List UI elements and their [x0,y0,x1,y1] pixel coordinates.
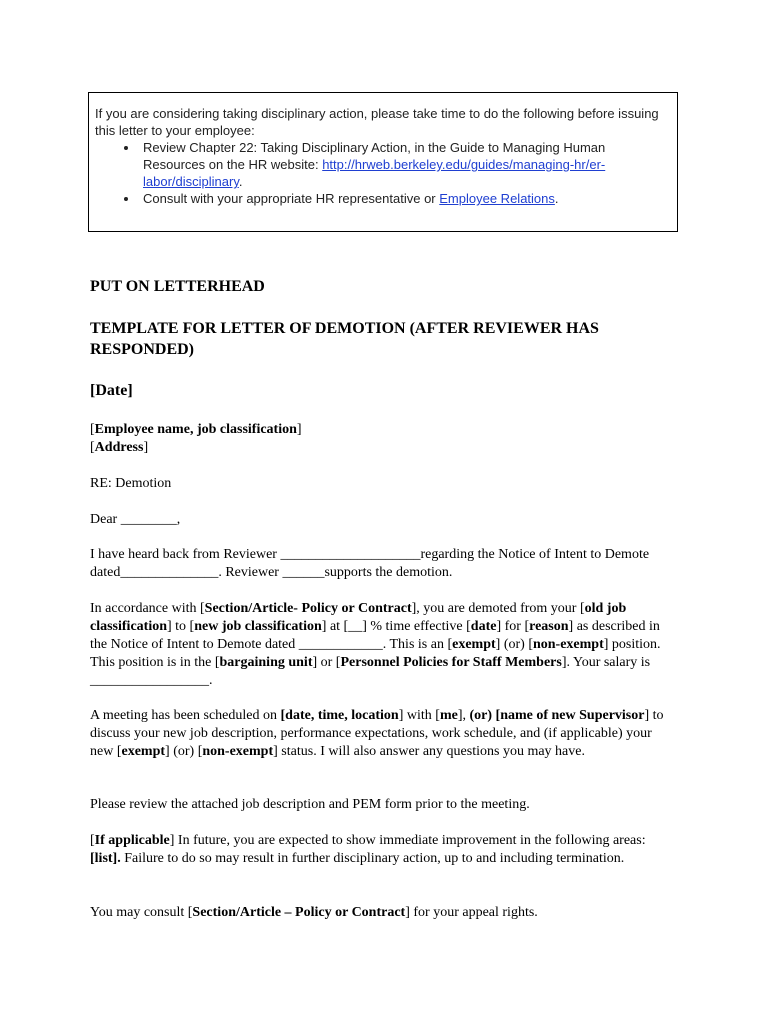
notice-item-review-chapter [139,139,669,190]
if-applicable-placeholder: If applicable [94,833,170,848]
paragraph-meeting [90,707,670,761]
salutation: Dear ________, [90,512,181,527]
new-job-placeholder: new job classification [194,619,322,634]
reason-placeholder: reason [529,619,569,634]
old-job-placeholder: old job classification [90,601,627,634]
text: ] with [ [398,708,440,723]
exempt-placeholder: exempt [452,637,496,652]
template-title: TEMPLATE FOR LETTER OF DEMOTION (AFTER REVIEWER HAS RESPONDED) [90,320,599,358]
notice-list [95,139,669,207]
paragraph-reviewer: I have heard back from Reviewer ____________________regarding the Notice of Intent to Demote dated______________. Reviewer ______supports the demotion. [90,547,650,580]
text: ] status. I will also answer any questions you may have. [273,744,585,759]
recipient-block: [Employee name, job classification] [Address] [90,422,302,455]
address-placeholder: Address [94,440,144,455]
text: ]. Your salary is _________________. [90,655,651,688]
paragraph-appeal-rights [90,904,670,922]
appeal-policy-placeholder: Section/Article – Policy or Contract [192,905,406,920]
text: ] as described in the Notice of Intent to Demote dated ____________. This is an [ [90,619,660,652]
notice-intro: If you are considering taking disciplinary action, please take time to do the following before issuing this letter to your employee: [95,106,659,138]
disciplinary-notice-box [88,92,678,232]
date-placeholder: [Date] [90,382,133,399]
paragraph-demotion [90,600,670,690]
text: ] (or) [ [495,637,533,652]
text: ] for [ [496,619,530,634]
re-line: RE: Demotion [90,476,172,491]
punctuation: . [554,191,559,206]
text: ] or [ [312,655,341,670]
non-exempt-placeholder: non-exempt [202,744,274,759]
meeting-details-placeholder: [date, time, location [280,708,399,723]
text: ] for your appeal rights. [405,905,538,920]
text: A meeting has been scheduled on [90,708,281,723]
me-placeholder: me [439,708,458,723]
notice-item-consult-hr [139,190,669,207]
employee-name-placeholder: Employee name, job classification [94,422,297,437]
text: ] at [__] % time effective [ [321,619,471,634]
text: In accordance with [ [90,601,205,616]
bargaining-unit-placeholder: bargaining unit [219,655,313,670]
letterhead-heading: PUT ON LETTERHEAD [90,278,265,295]
text: ] to [ [167,619,195,634]
notice-item-text: Consult with your appropriate HR representative or [143,191,440,206]
text: ] to discuss your new job description, performance expectations, work schedule, and (if applicable) your new [ [90,708,664,759]
date-field: date [470,619,497,634]
punctuation: . [238,174,243,189]
exempt-placeholder: exempt [121,744,166,759]
new-supervisor-placeholder: (or) [name of new Supervisor [469,708,645,723]
text: [ [90,833,95,848]
policy-placeholder: Section/Article- Policy or Contract [204,601,412,616]
text: ] (or) [ [165,744,203,759]
paragraph-review-attachments: Please review the attached job description and PEM form prior to the meeting. [90,797,530,812]
personnel-policies-placeholder: Personnel Policies for Staff Members [340,655,562,670]
text: ], [457,708,470,723]
notice-item-text: Review Chapter 22: Taking Disciplinary Action, in the Guide to Managing Human Resources on the HR website: [143,140,606,172]
text: You may consult [ [90,905,193,920]
text: Failure to do so may result in further disciplinary action, up to and including termination. [120,851,625,866]
text: ] position. This position is in the [ [90,637,661,670]
non-exempt-placeholder: non-exempt [532,637,604,652]
text: ] In future, you are expected to show immediate improvement in the following areas: [169,833,646,848]
paragraph-improvement [90,832,670,868]
hrweb-guide-link[interactable]: http://hrweb.berkeley.edu/guides/managing-hr/er-labor/disciplinary [143,157,606,189]
text: ], you are demoted from your [ [411,601,585,616]
employee-relations-link[interactable]: Employee Relations [439,191,555,206]
list-placeholder: [list]. [90,851,121,866]
